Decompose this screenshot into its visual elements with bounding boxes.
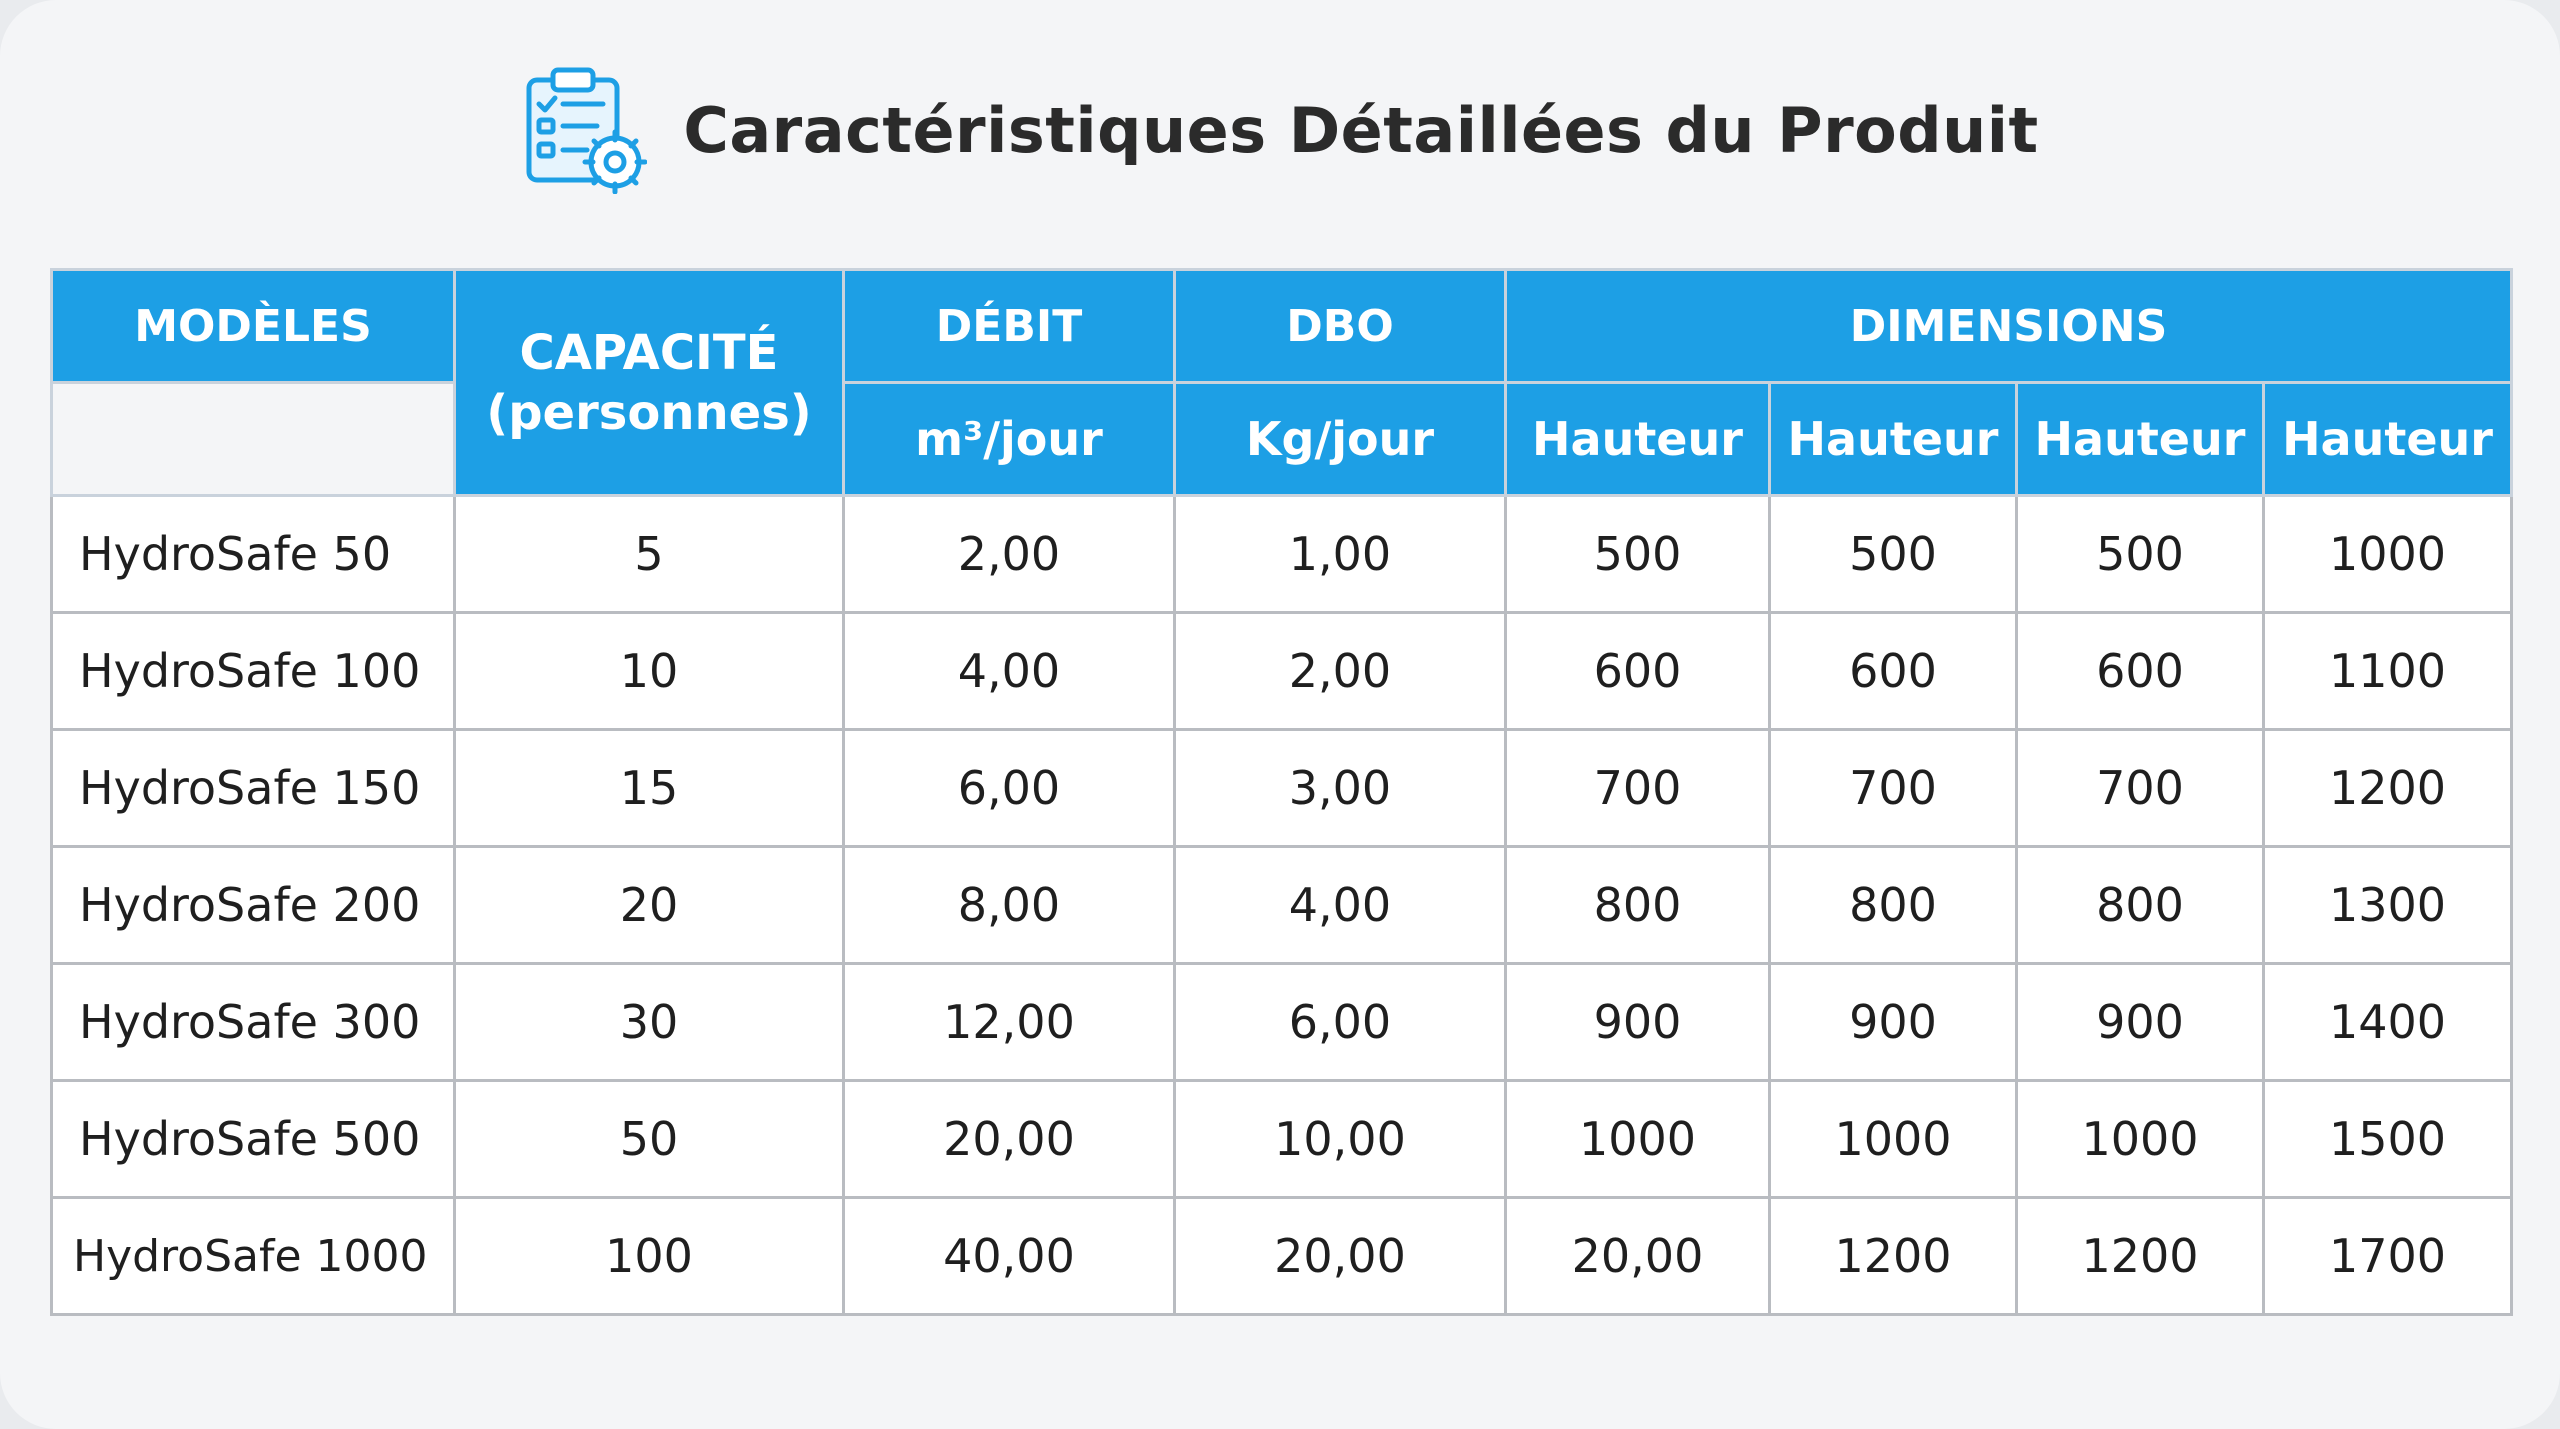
dim-cell: 600	[1770, 613, 2017, 730]
capacity-cell: 50	[455, 1081, 844, 1198]
clipboard-gear-icon	[521, 66, 649, 194]
dim-cell: 1200	[1770, 1198, 2017, 1315]
dim-cell: 900	[2017, 964, 2264, 1081]
dim-cell: 600	[2017, 613, 2264, 730]
dbo-cell: 4,00	[1175, 847, 1506, 964]
table-row	[52, 1198, 2512, 1315]
table-row	[52, 964, 2512, 1081]
dbo-cell: 20,00	[1175, 1198, 1506, 1315]
flow-cell: 40,00	[844, 1198, 1175, 1315]
dim-cell: 1000	[2017, 1081, 2264, 1198]
title-row	[0, 60, 2560, 200]
dbo-cell: 1,00	[1175, 496, 1506, 613]
capacity-cell: 100	[455, 1198, 844, 1315]
dim-cell: 500	[2017, 496, 2264, 613]
capacity-cell: 20	[455, 847, 844, 964]
model-name: HydroSafe 100	[52, 613, 455, 730]
dbo-cell: 3,00	[1175, 730, 1506, 847]
dim-cell: 700	[2017, 730, 2264, 847]
capacity-cell: 10	[455, 613, 844, 730]
model-name: HydroSafe 500	[52, 1081, 455, 1198]
flow-cell: 2,00	[844, 496, 1175, 613]
dim-cell: 1000	[1506, 1081, 1770, 1198]
table-row	[52, 847, 2512, 964]
dim-cell: 500	[1770, 496, 2017, 613]
dim-cell: 1000	[1770, 1081, 2017, 1198]
flow-cell: 12,00	[844, 964, 1175, 1081]
dbo-cell: 2,00	[1175, 613, 1506, 730]
header-row-top	[52, 270, 2512, 383]
dbo-cell: 6,00	[1175, 964, 1506, 1081]
model-name: HydroSafe 300	[52, 964, 455, 1081]
dim-cell: 500	[1506, 496, 1770, 613]
dim-cell: 900	[1506, 964, 1770, 1081]
dbo-cell: 10,00	[1175, 1081, 1506, 1198]
header-dim-height-2: Hauteur	[1770, 383, 2017, 496]
page-title: Caractéristiques Détaillées du Produit	[683, 93, 2039, 167]
header-dim-height-1: Hauteur	[1506, 383, 1770, 496]
header-flow-unit: m³/jour	[844, 383, 1175, 496]
header-dbo-unit: Kg/jour	[1175, 383, 1506, 496]
dim-cell: 1700	[2264, 1198, 2512, 1315]
dim-cell: 1000	[2264, 496, 2512, 613]
header-models: MODÈLES	[52, 270, 455, 383]
header-dimensions: DIMENSIONS	[1506, 270, 2512, 383]
dim-cell: 800	[2017, 847, 2264, 964]
capacity-cell: 30	[455, 964, 844, 1081]
dim-cell: 1300	[2264, 847, 2512, 964]
header-dim-height-4: Hauteur	[2264, 383, 2512, 496]
spec-table	[50, 268, 2513, 1316]
flow-cell: 20,00	[844, 1081, 1175, 1198]
flow-cell: 8,00	[844, 847, 1175, 964]
table-row	[52, 613, 2512, 730]
model-name: HydroSafe 200	[52, 847, 455, 964]
capacity-cell: 15	[455, 730, 844, 847]
header-flow: DÉBIT	[844, 270, 1175, 383]
model-name: HydroSafe 150	[52, 730, 455, 847]
dim-cell: 1500	[2264, 1081, 2512, 1198]
dim-cell: 700	[1506, 730, 1770, 847]
dim-cell: 900	[1770, 964, 2017, 1081]
dim-cell: 1100	[2264, 613, 2512, 730]
dim-cell: 600	[1506, 613, 1770, 730]
dim-cell: 20,00	[1506, 1198, 1770, 1315]
dim-cell: 1400	[2264, 964, 2512, 1081]
dim-cell: 800	[1506, 847, 1770, 964]
header-capacity-unit: (personnes)	[486, 384, 812, 441]
flow-cell: 6,00	[844, 730, 1175, 847]
capacity-cell: 5	[455, 496, 844, 613]
dim-cell: 1200	[2017, 1198, 2264, 1315]
model-name: HydroSafe 1000	[52, 1198, 455, 1315]
table-row	[52, 730, 2512, 847]
model-name: HydroSafe 50	[52, 496, 455, 613]
header-dbo: DBO	[1175, 270, 1506, 383]
header-row-sub	[52, 383, 2512, 496]
dim-cell: 1200	[2264, 730, 2512, 847]
header-dim-height-3: Hauteur	[2017, 383, 2264, 496]
header-capacity	[455, 270, 844, 496]
dim-cell: 800	[1770, 847, 2017, 964]
flow-cell: 4,00	[844, 613, 1175, 730]
header-models-empty	[52, 383, 455, 496]
table-row	[52, 1081, 2512, 1198]
header-capacity-label: CAPACITÉ	[519, 324, 779, 381]
table-row	[52, 496, 2512, 613]
dim-cell: 700	[1770, 730, 2017, 847]
